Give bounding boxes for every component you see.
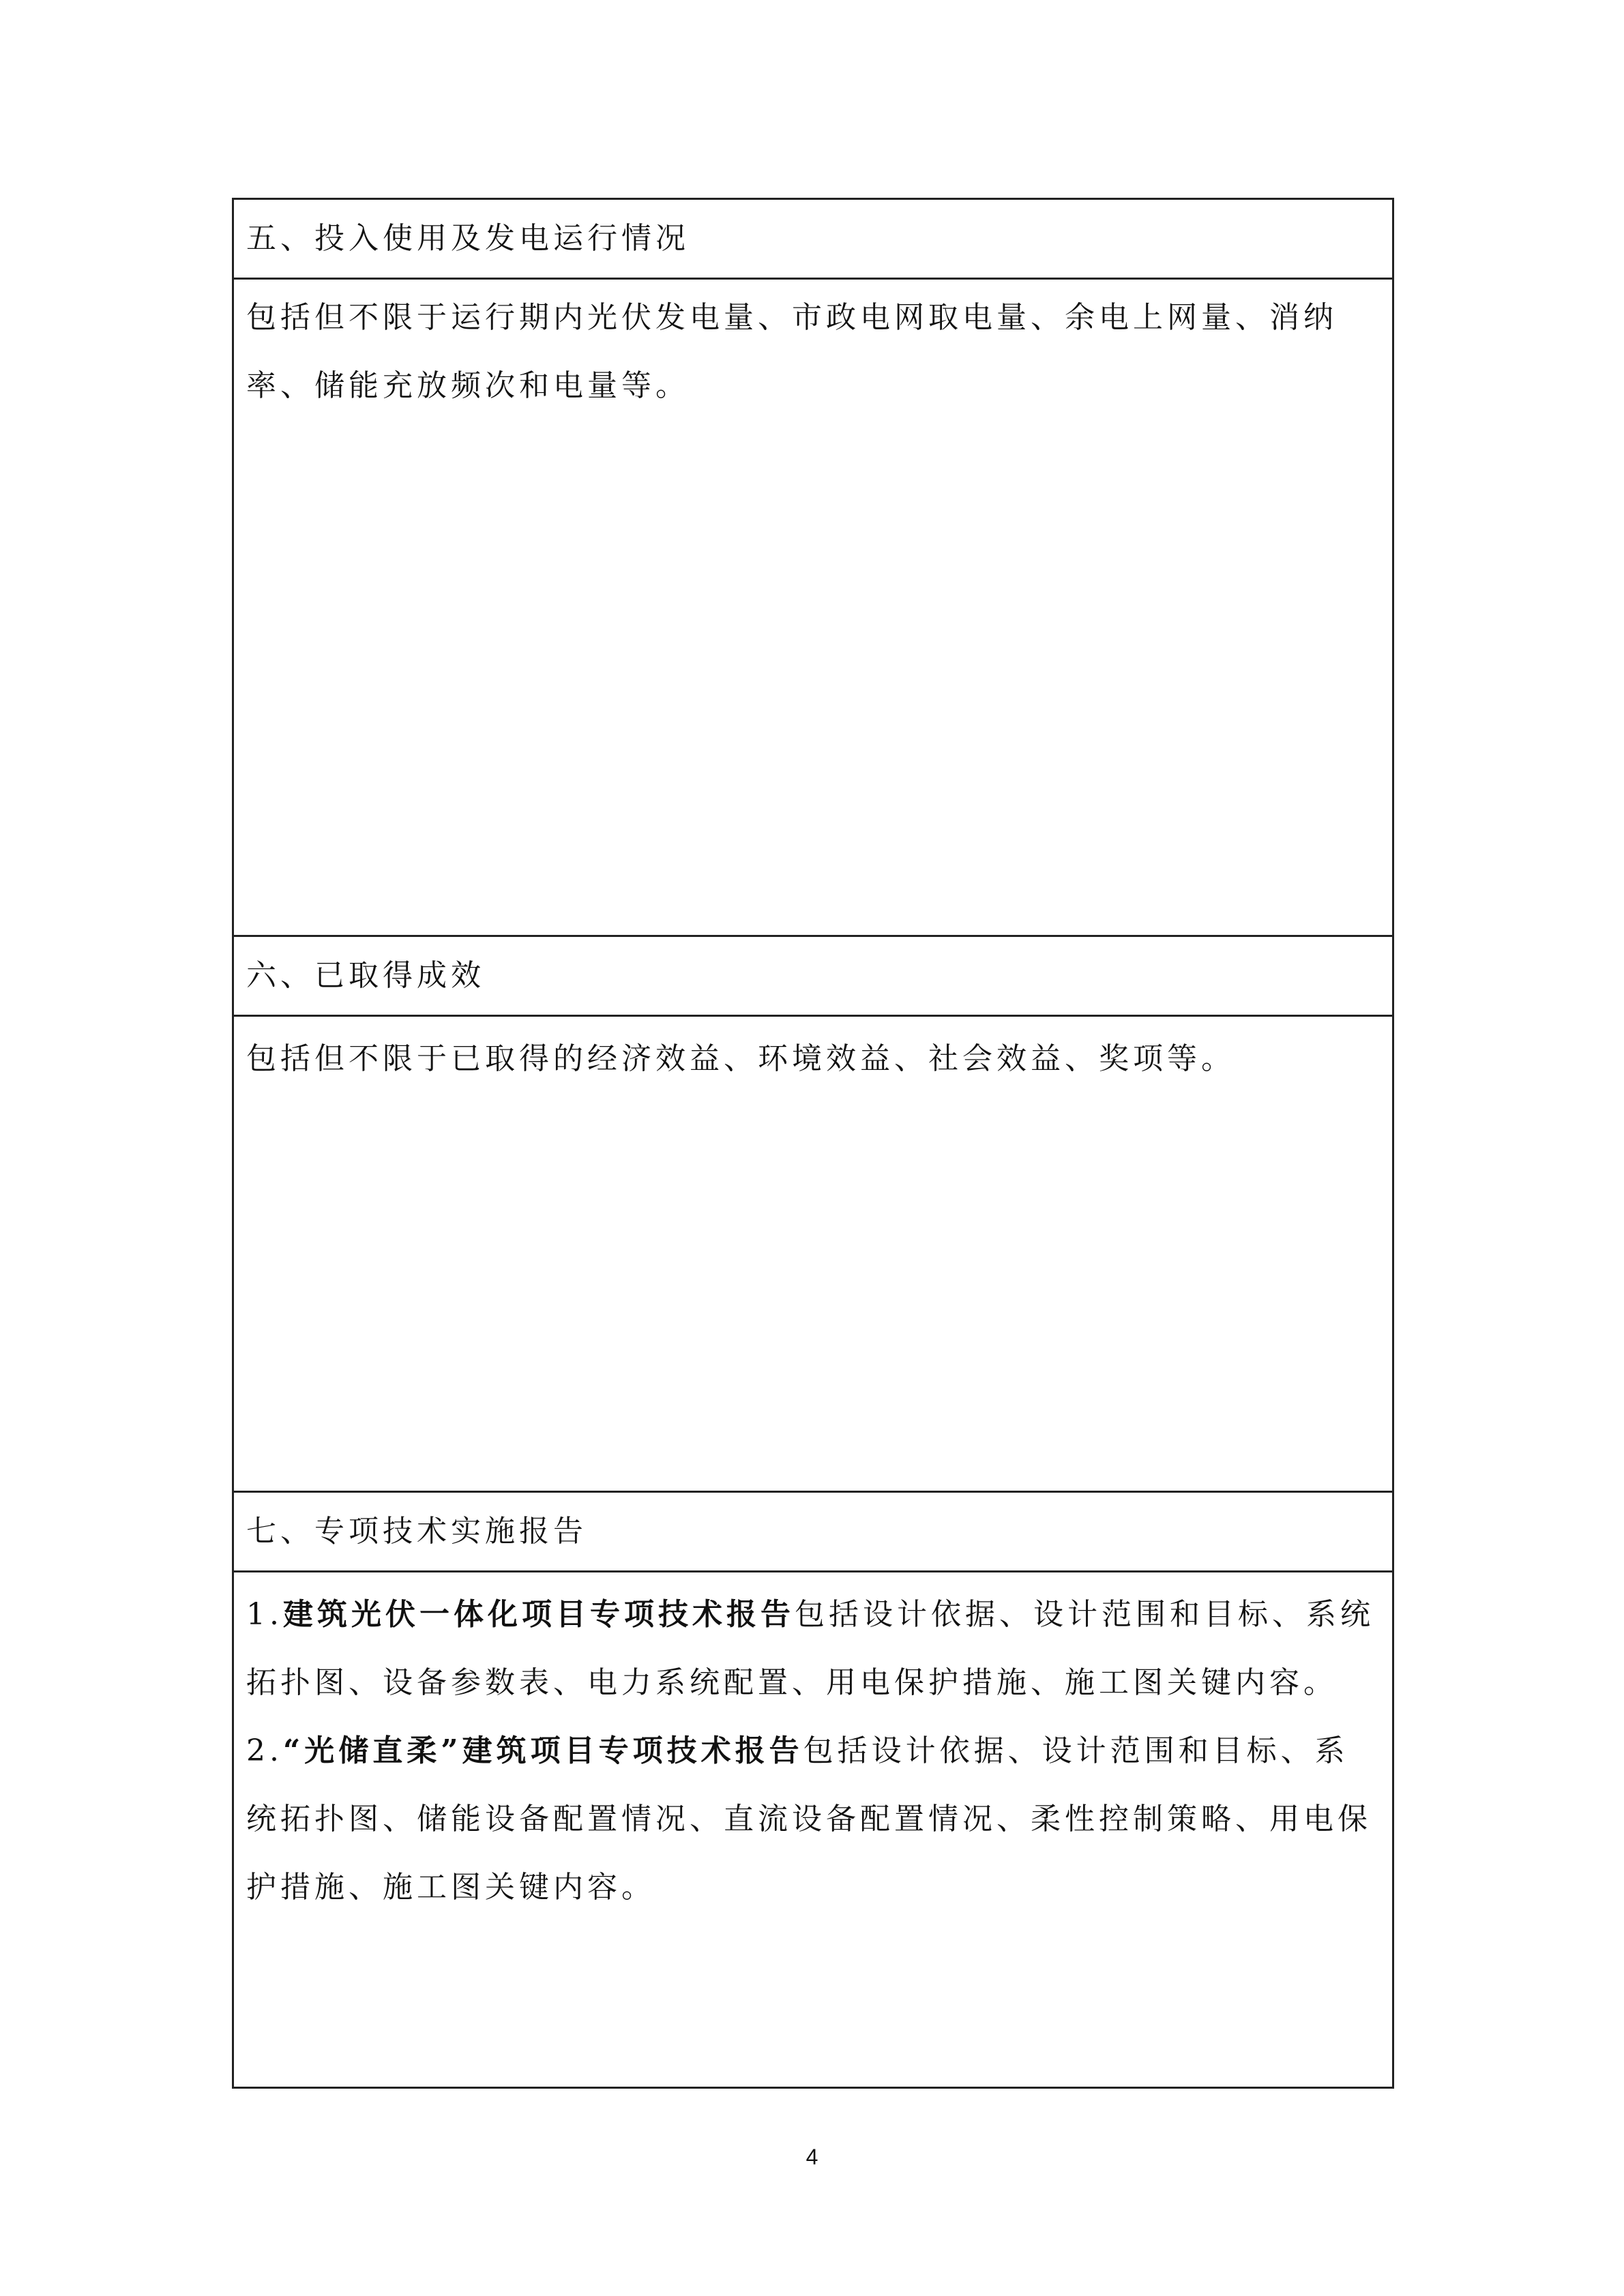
section-7-body-cell[interactable] bbox=[233, 1572, 1393, 2088]
application-form-table bbox=[232, 198, 1394, 2089]
section-6-heading: 六、已取得成效 bbox=[233, 936, 1393, 1016]
section-7-heading: 七、专项技术实施报告 bbox=[233, 1492, 1393, 1572]
section-6-body-cell[interactable] bbox=[233, 1016, 1393, 1492]
section-5-body-cell[interactable] bbox=[233, 279, 1393, 936]
item-1-prefix: 1. bbox=[246, 1597, 283, 1632]
section-7-item-1 bbox=[246, 1581, 1380, 1717]
page-number: 4 bbox=[806, 2145, 818, 2169]
section-7-header-row bbox=[233, 1492, 1393, 1572]
section-5-description: 包括但不限于运行期内光伏发电量、市政电网取电量、余电上网量、消纳率、储能充放频次和电量等。 bbox=[246, 300, 1338, 403]
item-2-prefix: 2. bbox=[246, 1733, 283, 1768]
section-6-description: 包括但不限于已取得的经济效益、环境效益、社会效益、奖项等。 bbox=[246, 1041, 1235, 1076]
section-5-body-row bbox=[233, 279, 1393, 936]
section-5-header-row bbox=[233, 199, 1393, 279]
section-5-heading: 五、投入使用及发电运行情况 bbox=[233, 199, 1393, 279]
item-1-title: 建筑光伏一体化项目专项技术报告 bbox=[282, 1597, 795, 1632]
section-6-header-row bbox=[233, 936, 1393, 1016]
item-1-description: 包括设计依据、设计范围和目标、系统拓扑图、设备参数表、电力系统配置、用电保护措施、施工图关键内容。 bbox=[246, 1597, 1374, 1700]
section-6-body-row bbox=[233, 1016, 1393, 1492]
item-2-title: “光储直柔”建筑项目专项技术报告 bbox=[282, 1733, 803, 1768]
item-2-description: 包括设计依据、设计范围和目标、系统拓扑图、储能设备配置情况、直流设备配置情况、柔性控制策略、用电保护措施、施工图关键内容。 bbox=[246, 1733, 1372, 1905]
section-7-body-row bbox=[233, 1572, 1393, 2088]
section-7-item-2 bbox=[246, 1717, 1380, 1922]
